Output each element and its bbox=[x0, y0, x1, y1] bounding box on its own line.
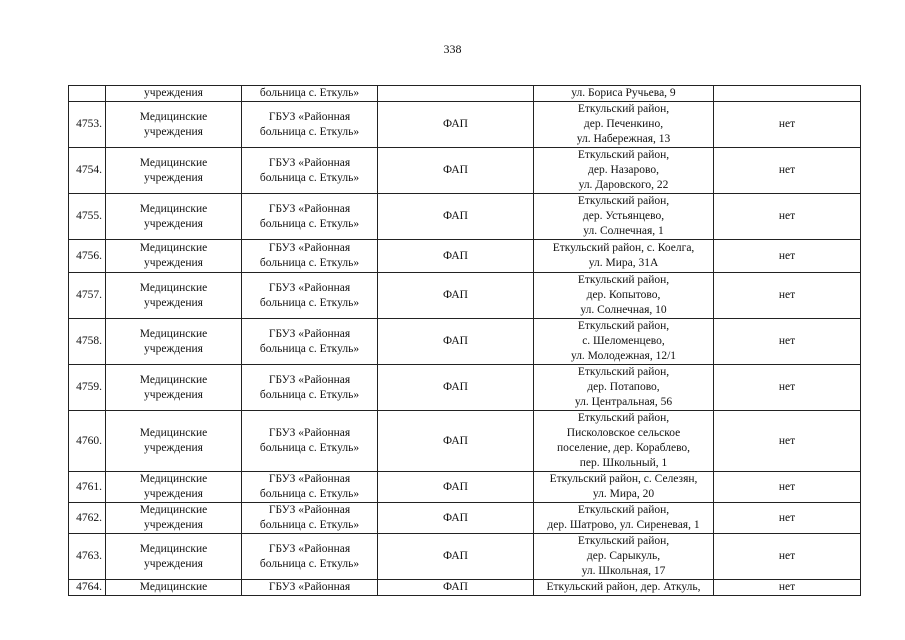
flag-cell bbox=[714, 86, 861, 102]
organization-cell-line: ГБУЗ «Районная bbox=[268, 581, 351, 593]
organization-cell-line: больница с. Еткуль» bbox=[259, 519, 360, 531]
organization-cell-line: больница с. Еткуль» bbox=[259, 342, 360, 355]
organization-cell-line: больница с. Еткуль» bbox=[259, 257, 360, 269]
category-cell-line: Медицинские bbox=[139, 542, 208, 555]
address-cell-line: Еткульский район, с. Коелга, bbox=[552, 242, 695, 254]
row-number: 4757. bbox=[69, 273, 106, 319]
organization-cell-line: больница с. Еткуль» bbox=[259, 171, 360, 184]
organization-cell-line: больница с. Еткуль» bbox=[259, 296, 360, 309]
organization-cell bbox=[242, 580, 378, 596]
category-cell bbox=[106, 319, 242, 365]
address-cell bbox=[534, 102, 714, 148]
category-cell-line: Медицинские bbox=[139, 242, 208, 254]
address-cell bbox=[534, 273, 714, 319]
address-cell-line: ул. Центральная, 56 bbox=[574, 396, 673, 408]
category-cell bbox=[106, 194, 242, 240]
facility-type-cell: ФАП bbox=[378, 148, 534, 194]
table-body bbox=[69, 86, 861, 596]
organization-cell bbox=[242, 102, 378, 148]
organization-cell-line: ГБУЗ «Районная bbox=[268, 202, 351, 215]
category-cell-line: Медицинские bbox=[139, 504, 208, 516]
organization-cell bbox=[242, 240, 378, 273]
table-row bbox=[69, 534, 861, 580]
address-cell-line: ул. Солнечная, 1 bbox=[583, 225, 664, 237]
table-row bbox=[69, 273, 861, 319]
organization-cell bbox=[242, 365, 378, 411]
address-cell-line: Еткульский район, bbox=[577, 149, 670, 161]
organization-cell bbox=[242, 319, 378, 365]
row-number: 4762. bbox=[69, 503, 106, 534]
category-cell-line: учреждения bbox=[144, 488, 203, 500]
category-cell bbox=[106, 273, 242, 319]
address-cell bbox=[534, 503, 714, 534]
address-cell-line: Еткульский район, дер. Аткуль, bbox=[546, 581, 701, 593]
facility-type-cell: ФАП bbox=[378, 194, 534, 240]
category-cell-line: учреждения bbox=[144, 519, 203, 531]
address-cell bbox=[534, 194, 714, 240]
category-cell-line: учреждения bbox=[144, 87, 203, 99]
category-cell-line: учреждения bbox=[144, 257, 203, 269]
facility-type-cell bbox=[378, 86, 534, 102]
address-cell bbox=[534, 411, 714, 472]
address-cell-line: Писколовское сельское bbox=[566, 427, 681, 439]
flag-cell: нет bbox=[714, 534, 861, 580]
flag-cell: нет bbox=[714, 148, 861, 194]
row-number: 4761. bbox=[69, 472, 106, 503]
table-row bbox=[69, 194, 861, 240]
page-number: 338 bbox=[443, 42, 462, 56]
category-cell-line: Медицинские bbox=[139, 427, 208, 439]
address-cell-line: дер. Назарово, bbox=[588, 164, 659, 176]
organization-cell-line: больница с. Еткуль» bbox=[259, 442, 360, 454]
category-cell-line: учреждения bbox=[144, 296, 203, 309]
row-number: 4756. bbox=[69, 240, 106, 273]
flag-cell: нет bbox=[714, 319, 861, 365]
category-cell-line: Медицинские bbox=[139, 281, 208, 294]
address-cell-line: ул. Мира, 20 bbox=[592, 488, 655, 500]
address-cell-line: поселение, дер. Кораблево, bbox=[556, 442, 691, 454]
address-cell-line: Еткульский район, bbox=[577, 195, 670, 207]
organization-cell-line: больница с. Еткуль» bbox=[259, 87, 360, 99]
row-number: 4753. bbox=[69, 102, 106, 148]
flag-cell: нет bbox=[714, 580, 861, 596]
category-cell bbox=[106, 580, 242, 596]
organization-cell-line: ГБУЗ «Районная bbox=[268, 242, 351, 254]
category-cell-line: учреждения bbox=[144, 125, 203, 138]
organization-cell-line: больница с. Еткуль» bbox=[259, 488, 360, 500]
flag-cell: нет bbox=[714, 472, 861, 503]
table-row bbox=[69, 411, 861, 472]
address-cell-line: Еткульский район, с. Селезян, bbox=[549, 473, 698, 485]
address-cell bbox=[534, 86, 714, 102]
address-cell-line: ул. Бориса Ручьева, 9 bbox=[571, 87, 676, 99]
category-cell-line: Медицинские bbox=[139, 327, 208, 340]
organization-cell bbox=[242, 148, 378, 194]
category-cell-line: Медицинские bbox=[139, 156, 208, 169]
row-number: 4755. bbox=[69, 194, 106, 240]
organization-cell-line: ГБУЗ «Районная bbox=[268, 156, 351, 169]
table-row bbox=[69, 102, 861, 148]
category-cell-line: Медицинские bbox=[139, 581, 208, 593]
organization-cell bbox=[242, 534, 378, 580]
address-cell-line: ул. Даровского, 22 bbox=[578, 179, 669, 191]
facility-type-cell: ФАП bbox=[378, 411, 534, 472]
address-cell-line: дер. Шатрово, ул. Сиреневая, 1 bbox=[547, 519, 700, 531]
category-cell-line: учреждения bbox=[144, 442, 203, 454]
category-cell-line: учреждения bbox=[144, 388, 203, 401]
address-cell bbox=[534, 580, 714, 596]
organization-cell-line: ГБУЗ «Районная bbox=[268, 504, 351, 516]
row-number: 4754. bbox=[69, 148, 106, 194]
organization-cell bbox=[242, 273, 378, 319]
facility-type-cell: ФАП bbox=[378, 240, 534, 273]
facility-type-cell: ФАП bbox=[378, 319, 534, 365]
organization-cell-line: больница с. Еткуль» bbox=[259, 217, 360, 230]
category-cell bbox=[106, 503, 242, 534]
category-cell bbox=[106, 365, 242, 411]
table-row bbox=[69, 148, 861, 194]
row-number: 4759. bbox=[69, 365, 106, 411]
row-number: 4763. bbox=[69, 534, 106, 580]
table-row bbox=[69, 580, 861, 596]
address-cell bbox=[534, 472, 714, 503]
facility-type-cell: ФАП bbox=[378, 580, 534, 596]
organization-cell bbox=[242, 503, 378, 534]
address-cell-line: Еткульский район, bbox=[577, 103, 670, 115]
row-number: 4758. bbox=[69, 319, 106, 365]
organization-cell bbox=[242, 411, 378, 472]
organization-cell bbox=[242, 86, 378, 102]
organization-cell-line: ГБУЗ «Районная bbox=[268, 373, 351, 386]
table-row bbox=[69, 240, 861, 273]
category-cell-line: Медицинские bbox=[139, 373, 208, 386]
flag-cell: нет bbox=[714, 240, 861, 273]
address-cell-line: дер. Печенкино, bbox=[583, 118, 664, 130]
address-cell bbox=[534, 319, 714, 365]
address-cell-line: с. Шеломенцево, bbox=[582, 335, 665, 347]
organization-cell-line: ГБУЗ «Районная bbox=[268, 542, 351, 555]
address-cell-line: пер. Школьный, 1 bbox=[579, 457, 668, 469]
organization-cell bbox=[242, 194, 378, 240]
flag-cell: нет bbox=[714, 411, 861, 472]
organization-cell-line: больница с. Еткуль» bbox=[259, 557, 360, 570]
address-cell-line: Еткульский район, bbox=[577, 274, 670, 286]
facility-type-cell: ФАП bbox=[378, 273, 534, 319]
organization-cell-line: ГБУЗ «Районная bbox=[268, 473, 351, 485]
flag-cell: нет bbox=[714, 194, 861, 240]
table-row bbox=[69, 319, 861, 365]
address-cell bbox=[534, 365, 714, 411]
category-cell-line: Медицинские bbox=[139, 202, 208, 215]
address-cell-line: ул. Мира, 31А bbox=[588, 257, 659, 269]
table-row bbox=[69, 86, 861, 102]
address-cell-line: дер. Потапово, bbox=[587, 381, 660, 393]
address-cell-line: ул. Школьная, 17 bbox=[581, 565, 666, 577]
table-row bbox=[69, 472, 861, 503]
facility-type-cell: ФАП bbox=[378, 102, 534, 148]
address-cell-line: Еткульский район, bbox=[577, 366, 670, 378]
address-cell-line: ул. Молодежная, 12/1 bbox=[570, 350, 677, 362]
organization-cell-line: ГБУЗ «Районная bbox=[268, 427, 351, 439]
category-cell bbox=[106, 534, 242, 580]
facility-type-cell: ФАП bbox=[378, 365, 534, 411]
address-cell-line: дер. Сарыкуль, bbox=[586, 550, 661, 562]
address-cell-line: дер. Копытово, bbox=[586, 289, 661, 301]
flag-cell: нет bbox=[714, 503, 861, 534]
facility-type-cell: ФАП bbox=[378, 503, 534, 534]
address-cell-line: ул. Набережная, 13 bbox=[576, 133, 671, 145]
facility-type-cell: ФАП bbox=[378, 534, 534, 580]
row-number: 4760. bbox=[69, 411, 106, 472]
category-cell bbox=[106, 472, 242, 503]
category-cell bbox=[106, 86, 242, 102]
organization-cell-line: больница с. Еткуль» bbox=[259, 125, 360, 138]
category-cell bbox=[106, 411, 242, 472]
category-cell-line: учреждения bbox=[144, 342, 203, 355]
category-cell-line: Медицинские bbox=[139, 473, 208, 485]
address-cell-line: ул. Солнечная, 10 bbox=[580, 304, 667, 316]
address-cell-line: Еткульский район, bbox=[577, 320, 670, 332]
address-cell-line: Еткульский район, bbox=[577, 504, 670, 516]
organization-cell bbox=[242, 472, 378, 503]
table-row bbox=[69, 365, 861, 411]
category-cell-line: учреждения bbox=[144, 557, 203, 570]
category-cell-line: учреждения bbox=[144, 217, 203, 230]
organization-cell-line: ГБУЗ «Районная bbox=[268, 327, 351, 340]
address-cell bbox=[534, 240, 714, 273]
address-cell-line: Еткульский район, bbox=[577, 412, 670, 424]
category-cell-line: Медицинские bbox=[139, 110, 208, 123]
category-cell bbox=[106, 102, 242, 148]
registry-table bbox=[68, 85, 861, 596]
category-cell-line: учреждения bbox=[144, 171, 203, 184]
flag-cell: нет bbox=[714, 102, 861, 148]
organization-cell-line: ГБУЗ «Районная bbox=[268, 110, 351, 123]
organization-cell-line: ГБУЗ «Районная bbox=[268, 281, 351, 294]
address-cell-line: дер. Устьянцево, bbox=[582, 210, 665, 222]
address-cell bbox=[534, 534, 714, 580]
table-row bbox=[69, 503, 861, 534]
address-cell-line: Еткульский район, bbox=[577, 535, 670, 547]
category-cell bbox=[106, 148, 242, 194]
row-number: 4764. bbox=[69, 580, 106, 596]
facility-type-cell: ФАП bbox=[378, 472, 534, 503]
address-cell bbox=[534, 148, 714, 194]
organization-cell-line: больница с. Еткуль» bbox=[259, 388, 360, 401]
row-number bbox=[69, 86, 106, 102]
flag-cell: нет bbox=[714, 273, 861, 319]
category-cell bbox=[106, 240, 242, 273]
flag-cell: нет bbox=[714, 365, 861, 411]
